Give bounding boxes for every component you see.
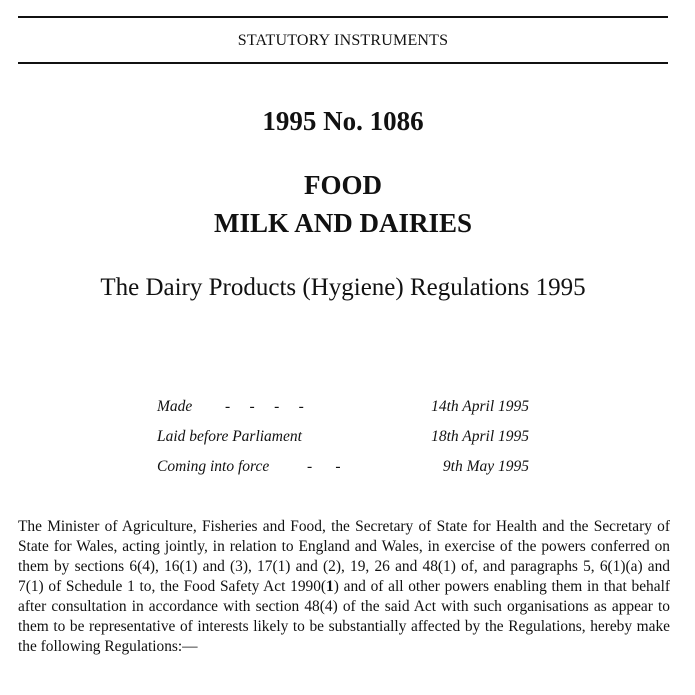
preamble-paragraph — [18, 517, 670, 657]
instrument-number: 1995 No. 1086 — [262, 106, 424, 136]
regulations-title: The Dairy Products (Hygiene) Regulations 1995 — [100, 274, 586, 301]
date-value: 14th April 1995 — [431, 398, 529, 415]
date-row-made — [157, 396, 529, 426]
dates-table — [157, 396, 529, 486]
date-label: Laid before Parliament — [157, 428, 302, 445]
date-label: Coming into force — [157, 458, 270, 475]
date-leader-dashes: - - - - — [225, 398, 304, 415]
subject-heading — [18, 166, 668, 242]
subject-line: MILK AND DAIRIES — [213, 208, 473, 238]
date-row-laid — [157, 426, 529, 456]
preamble-text: The Minister of Agriculture, Fisheries and Food, the Secretary of State for Health and the Secretary of State for Wales, acting jointly, in relation to England and Wales, in exercise of the powers conferred on them by sections 6(4), 16(1) and (3), 17(1) and (2), 19, 26 and 48(1) of, and paragraphs 5, 6(1)(a) and 7(1) of Schedule 1 to, the Food Safety Act 1990( — [18, 518, 670, 595]
date-label: Made — [157, 398, 193, 415]
subject-line: FOOD — [304, 170, 382, 200]
bottom-rule — [18, 62, 668, 64]
footnote-reference[interactable]: 1 — [326, 578, 334, 595]
top-rule — [18, 16, 668, 18]
date-row-coming-into-force — [157, 456, 529, 486]
preamble-text: ) and of all other powers enabling them in that behalf after consultation in accordance with section 48(4) of the said Act with such organisations as appear to them to be representative of interests likely to be substantially affected by the Regulations, hereby make the following Regulations:— — [18, 578, 670, 655]
series-heading: STATUTORY INSTRUMENTS — [237, 32, 449, 49]
date-leader-dashes: - - — [307, 458, 341, 475]
date-value: 18th April 1995 — [431, 428, 529, 445]
date-value: 9th May 1995 — [442, 458, 529, 475]
